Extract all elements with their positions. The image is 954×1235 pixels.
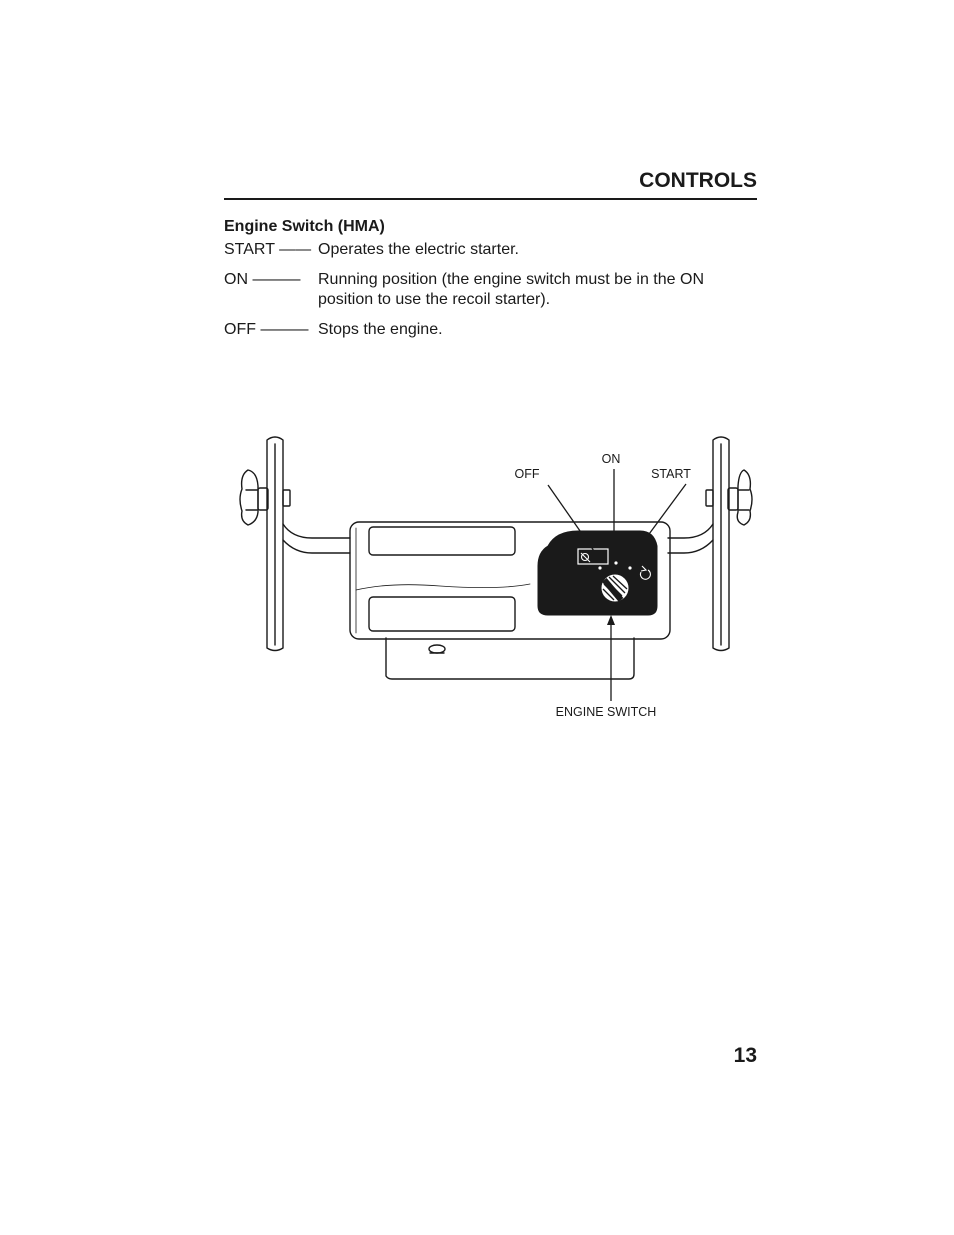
lower-housing	[386, 638, 634, 679]
on-label: ON	[601, 452, 621, 466]
panel-label-slot	[369, 527, 515, 555]
panel-label-slot	[369, 597, 515, 631]
left-handle-icon	[240, 437, 350, 651]
definition-description: Stops the engine.	[318, 321, 443, 338]
housing-screw-icon	[429, 645, 445, 653]
position-dot-icon	[614, 561, 617, 564]
off-label: OFF	[514, 467, 540, 481]
start-leader	[638, 484, 686, 549]
definition-description: Running position (the engine switch must be in the ON position to use the recoil starter).	[318, 271, 704, 308]
position-dot-icon	[628, 566, 631, 569]
title-rule	[224, 198, 757, 200]
definition-description: Operates the electric starter.	[318, 241, 519, 258]
engine-switch-knob[interactable]	[602, 575, 628, 602]
definition-term: OFF ———	[224, 321, 309, 338]
position-dot-icon	[598, 566, 601, 569]
engine-switch-illustration	[230, 428, 770, 728]
definition-term: ON ———	[224, 271, 301, 288]
engine-switch-label: ENGINE SWITCH	[555, 705, 657, 719]
page-title: CONTROLS	[639, 169, 757, 192]
section-heading: Engine Switch (HMA)	[224, 218, 385, 235]
definition-term: START ——	[224, 241, 312, 258]
arrow-up-icon	[607, 615, 615, 625]
switch-plate	[538, 531, 657, 615]
page-number: 13	[733, 1044, 757, 1067]
start-label: START	[651, 467, 691, 481]
